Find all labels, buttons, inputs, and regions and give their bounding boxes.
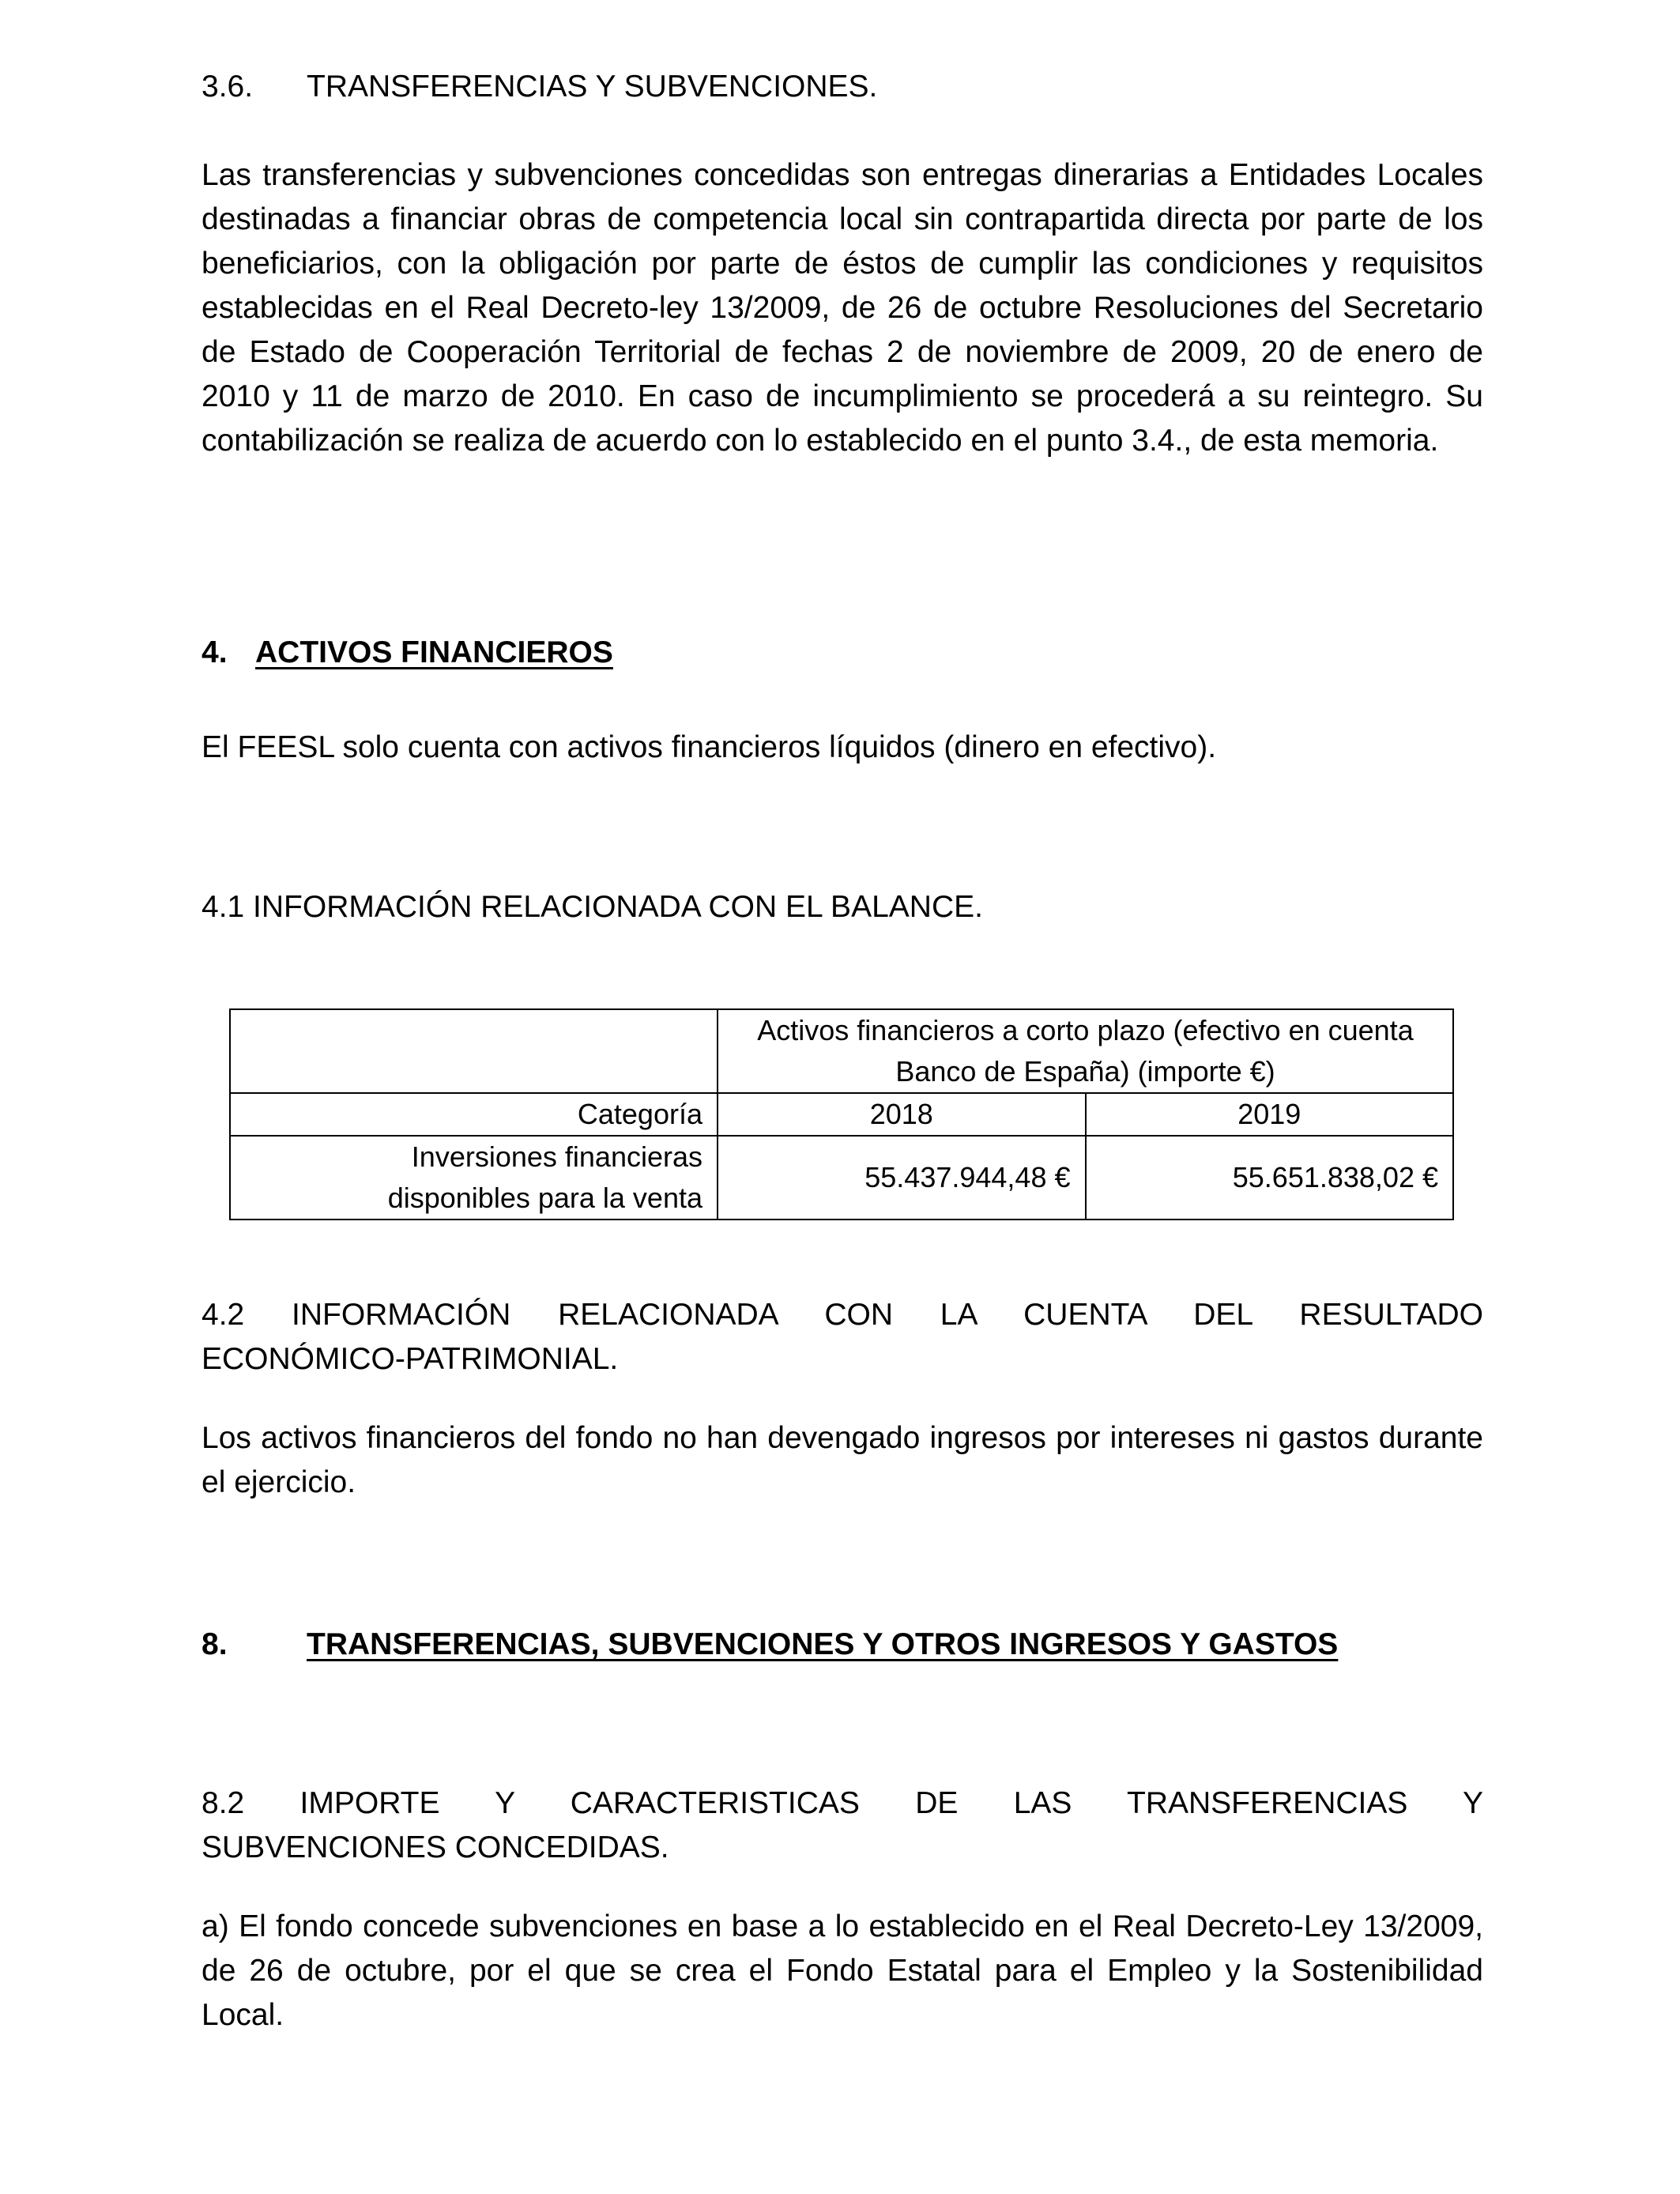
section-number: 3.6.	[202, 70, 254, 104]
section-4-heading	[202, 631, 1483, 675]
section-3-6-heading	[202, 65, 1483, 109]
section-8-2-paragraph: a) El fondo concede subvenciones en base a lo establecido en el Real Decreto-Ley 13/2009, de 26 de octubre, por el que se crea el Fondo Estatal para el Empleo y la Sostenibilidad Local.	[202, 1909, 1483, 2032]
section-8-2-heading	[202, 1781, 1483, 1870]
section-title: ACTIVOS FINANCIEROS	[255, 635, 613, 669]
column-header-2018: 2018	[718, 1093, 1086, 1136]
table-row	[230, 1136, 1453, 1220]
section-3-6-paragraph: Las transferencias y subvenciones concedidas son entregas dinerarias a Entidades Locales destinadas a financiar obras de competencia local sin contrapartida directa por parte de los beneficiarios, con la obligación por parte de éstos de cumplir las condiciones y requisitos establecidas en el Real Decreto-ley 13/2009, de 26 de octubre Resoluciones del Secretario de Estado de Cooperación Territorial de fechas 2 de noviembre de 2009, 20 de enero de 2010 y 11 de marzo de 2010. En caso de incumplimiento se procederá a su reintegro. Su contabilización se realiza de acuerdo con lo establecido en el punto 3.4., de esta memoria.	[202, 158, 1483, 458]
heading-line: 8.2 IMPORTE Y CARACTERISTICAS DE LAS TRANSFERENCIAS Y	[202, 1786, 1483, 1820]
section-4-1-heading: 4.1 INFORMACIÓN RELACIONADA CON EL BALANCE.	[202, 890, 983, 924]
section-4-2-heading	[202, 1293, 1483, 1382]
table-group-header: Activos financieros a corto plazo (efectivo en cuenta Banco de España) (importe €)	[718, 1009, 1453, 1093]
heading-line: SUBVENCIONES CONCEDIDAS.	[202, 1830, 669, 1864]
balance-table	[229, 1008, 1454, 1220]
section-title: TRANSFERENCIAS, SUBVENCIONES Y OTROS INGRESOS Y GASTOS	[307, 1627, 1339, 1661]
table-column-row	[230, 1093, 1453, 1136]
value-2019: 55.651.838,02 €	[1086, 1136, 1454, 1220]
row-label: Inversiones financieras disponibles para la venta	[230, 1136, 718, 1220]
section-number: 4.	[202, 635, 228, 669]
value-2018: 55.437.944,48 €	[718, 1136, 1086, 1220]
section-4-2-paragraph: Los activos financieros del fondo no han devengado ingresos por intereses ni gastos durante el ejercicio.	[202, 1421, 1483, 1499]
table-header-row	[230, 1009, 1453, 1093]
column-header-categoria: Categoría	[230, 1093, 718, 1136]
column-header-2019: 2019	[1086, 1093, 1454, 1136]
section-8-heading	[202, 1623, 1483, 1667]
section-number: 8.	[202, 1627, 228, 1661]
section-title: TRANSFERENCIAS Y SUBVENCIONES.	[307, 70, 878, 104]
heading-line: ECONÓMICO-PATRIMONIAL.	[202, 1342, 619, 1376]
heading-line: 4.2 INFORMACIÓN RELACIONADA CON LA CUENTA DEL RESULTADO	[202, 1298, 1483, 1332]
section-4-paragraph: El FEESL solo cuenta con activos financieros líquidos (dinero en efectivo).	[202, 730, 1217, 764]
table-empty-cell	[230, 1009, 718, 1093]
